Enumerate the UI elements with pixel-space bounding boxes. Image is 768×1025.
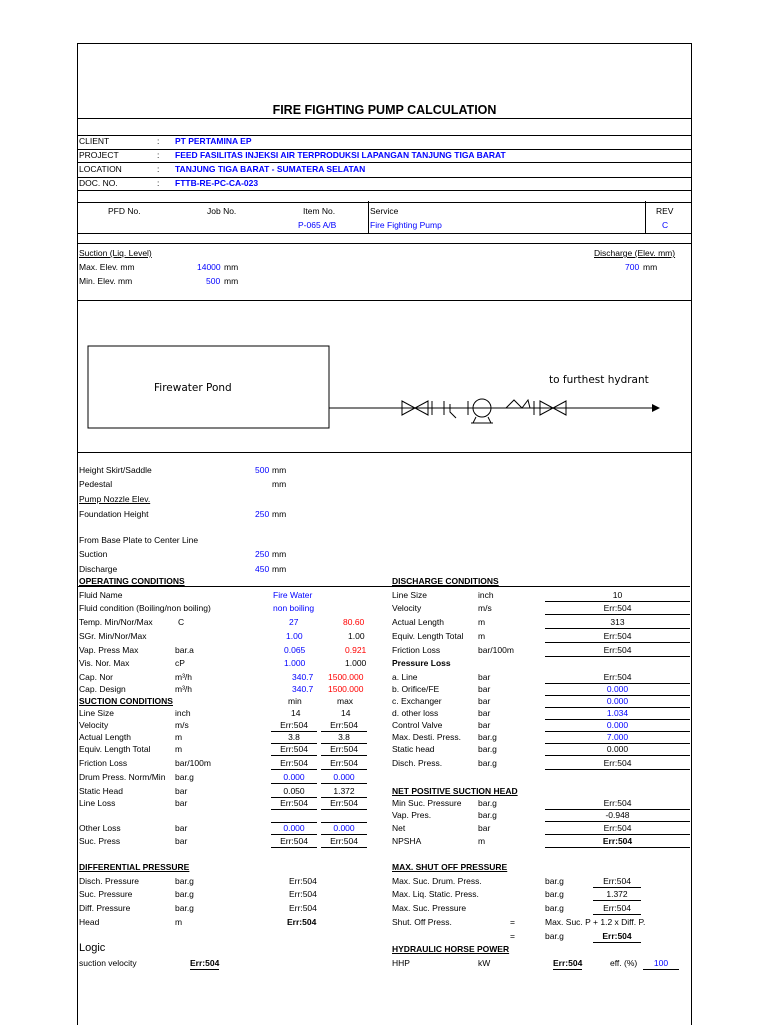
disch-press-value: Err:504 bbox=[545, 758, 690, 770]
min-elev-value: 500 bbox=[206, 276, 221, 286]
lineloss-label: Line Loss bbox=[79, 798, 116, 808]
suc-press-min: Err:504 bbox=[271, 836, 317, 848]
cap-unit: m³/h bbox=[175, 672, 192, 682]
static-label: Static Head bbox=[79, 786, 123, 796]
drum-max: 0.000 bbox=[321, 772, 367, 784]
exchanger-value: 0.000 bbox=[545, 696, 690, 708]
max-header: max bbox=[337, 696, 354, 706]
cap-design-max: 1500.000 bbox=[328, 684, 364, 694]
project-label: PROJECT bbox=[79, 150, 119, 160]
statichead-label: Static head bbox=[392, 744, 435, 754]
shutoff-formula: Max. Suc. P + 1.2 x Diff. P. bbox=[545, 917, 646, 927]
diff-suc-value: Err:504 bbox=[289, 889, 317, 899]
disch-press-label: Disch. Press. bbox=[392, 758, 443, 768]
mm-unit: mm bbox=[272, 549, 287, 559]
otherloss-label: Other Loss bbox=[79, 823, 121, 833]
pedestal-label: Pedestal bbox=[79, 479, 113, 489]
otherloss-min: 0.000 bbox=[271, 823, 317, 835]
rev-header: REV bbox=[656, 206, 674, 216]
cap-design-min: 340.7 bbox=[292, 684, 314, 694]
pfd-no-header: PFD No. bbox=[108, 206, 141, 216]
control-valve-unit: bar bbox=[478, 720, 491, 730]
client-label: CLIENT bbox=[79, 136, 110, 146]
suc-friction-min: Err:504 bbox=[271, 758, 317, 770]
colon: : bbox=[157, 178, 160, 188]
suction-velocity-value: Err:504 bbox=[190, 958, 220, 968]
dis-velocity-unit: m/s bbox=[478, 603, 492, 613]
net-unit: bar bbox=[478, 823, 491, 833]
fluid-cond-label: Fluid condition (Boiling/non boiling) bbox=[79, 603, 211, 613]
suc-press-max: Err:504 bbox=[321, 836, 367, 848]
aline-unit: bar bbox=[478, 672, 491, 682]
cap-unit: m³/h bbox=[175, 684, 192, 694]
drum-min: 0.000 bbox=[271, 772, 317, 784]
foundation-label: Foundation Height bbox=[79, 509, 149, 519]
suc-press-label: Suc. Press bbox=[79, 836, 121, 846]
project-value: FEED FASILITAS INJEKSI AIR TERPRODUKSI LAPANGAN TANJUNG TIGA BARAT bbox=[175, 150, 506, 160]
eff-label: eff. (%) bbox=[610, 958, 638, 968]
fluid-name-value: Fire Water bbox=[273, 590, 313, 600]
dis-equiv-value: Err:504 bbox=[545, 631, 690, 643]
doc-label: DOC. NO. bbox=[79, 178, 118, 188]
suc-velocity-label: Velocity bbox=[79, 720, 109, 730]
mm-unit: mm bbox=[272, 479, 287, 489]
shutoff-liq-value: 1.372 bbox=[593, 889, 641, 901]
max-elev-unit: mm bbox=[224, 262, 239, 272]
dis-line-size-unit: inch bbox=[478, 590, 494, 600]
vis-max: 1.000 bbox=[345, 658, 367, 668]
equals-sign: = bbox=[510, 931, 515, 941]
location-label: LOCATION bbox=[79, 164, 122, 174]
suc-equiv-min: Err:504 bbox=[271, 744, 317, 756]
suc-velocity-min: Err:504 bbox=[271, 720, 317, 732]
mm-unit: mm bbox=[272, 465, 287, 475]
operating-title: OPERATING CONDITIONS bbox=[79, 576, 185, 586]
otherloss-max: 0.000 bbox=[321, 823, 367, 835]
suc-actual-unit: m bbox=[175, 732, 183, 742]
suc-line-size-min: 14 bbox=[291, 708, 301, 718]
dis-equiv-unit: m bbox=[478, 631, 486, 641]
foundation-value: 250 bbox=[255, 509, 270, 519]
dis-actual-value: 313 bbox=[545, 617, 690, 629]
dis-velocity-value: Err:504 bbox=[545, 603, 690, 615]
drum-unit: bar.g bbox=[175, 772, 194, 782]
discharge-height-label: Discharge bbox=[79, 564, 118, 574]
dis-friction-value: Err:504 bbox=[545, 645, 690, 657]
hhp-label: HHP bbox=[392, 958, 410, 968]
suction-cond-title: SUCTION CONDITIONS bbox=[79, 696, 173, 706]
minsuc-label: Min Suc. Pressure bbox=[392, 798, 462, 808]
suc-equiv-label: Equiv. Length Total bbox=[79, 744, 151, 754]
orifice-unit: bar bbox=[478, 684, 491, 694]
suc-line-size-unit: inch bbox=[175, 708, 191, 718]
mm-unit: mm bbox=[272, 564, 287, 574]
lineloss-min: Err:504 bbox=[271, 798, 317, 810]
disch-press-unit: bar.g bbox=[478, 758, 497, 768]
cap-design-label: Cap. Design bbox=[79, 684, 126, 694]
temp-max: 80.60 bbox=[343, 617, 365, 627]
static-max: 1.372 bbox=[321, 786, 367, 798]
suc-equiv-unit: m bbox=[175, 744, 183, 754]
vis-unit: cP bbox=[175, 658, 185, 668]
piping-diagram bbox=[78, 300, 689, 450]
mm-unit: mm bbox=[272, 509, 287, 519]
shutoff-drum-value: Err:504 bbox=[593, 876, 641, 888]
static-unit: bar bbox=[175, 786, 188, 796]
cap-nor-max: 1500.000 bbox=[328, 672, 364, 682]
npsh-vap-unit: bar.g bbox=[478, 810, 497, 820]
exchanger-unit: bar bbox=[478, 696, 491, 706]
pressure-loss-label: Pressure Loss bbox=[392, 658, 451, 668]
control-valve-label: Control Valve bbox=[392, 720, 443, 730]
net-value: Err:504 bbox=[545, 823, 690, 835]
shutoff-sucp-value: Err:504 bbox=[593, 903, 641, 915]
sgr-max: 1.00 bbox=[348, 631, 365, 641]
diff-disch-unit: bar.g bbox=[175, 876, 194, 886]
item-no-value: P-065 A/B bbox=[298, 220, 337, 230]
diff-title: DIFFERENTIAL PRESSURE bbox=[79, 862, 190, 872]
doc-value: FTTB-RE-PC-CA-023 bbox=[175, 178, 259, 188]
vap-unit: bar.a bbox=[175, 645, 194, 655]
colon: : bbox=[157, 164, 160, 174]
minsuc-unit: bar.g bbox=[478, 798, 497, 808]
colon: : bbox=[157, 136, 160, 146]
location-value: TANJUNG TIGA BARAT - SUMATERA SELATAN bbox=[175, 164, 366, 174]
hhp-title: HYDRAULIC HORSE POWER bbox=[392, 944, 510, 954]
diff-p-value: Err:504 bbox=[289, 903, 317, 913]
eff-value: 100 bbox=[643, 958, 679, 970]
client-value: PT PERTAMINA EP bbox=[175, 136, 252, 146]
discharge-elev-unit: mm bbox=[643, 262, 658, 272]
orifice-value: 0.000 bbox=[545, 684, 690, 696]
otherloss-unit: bar bbox=[175, 823, 188, 833]
otherloss-value: 1.034 bbox=[545, 708, 690, 720]
cap-nor-label: Cap. Nor bbox=[79, 672, 114, 682]
suction-velocity-label: suction velocity bbox=[79, 958, 137, 968]
lineloss-unit: bar bbox=[175, 798, 188, 808]
hhp-unit: kW bbox=[478, 958, 491, 968]
dis-line-size-value: 10 bbox=[545, 590, 690, 602]
sgr-label: SGr. Min/Nor/Max bbox=[79, 631, 147, 641]
shutoff-sucp-label: Max. Suc. Pressure bbox=[392, 903, 467, 913]
nozzle-label: Pump Nozzle Elev. bbox=[79, 494, 151, 504]
service-header: Service bbox=[370, 206, 399, 216]
static-min: 0.050 bbox=[271, 786, 317, 798]
min-elev-unit: mm bbox=[224, 276, 239, 286]
suc-press-unit: bar bbox=[175, 836, 188, 846]
dis-line-size-label: Line Size bbox=[392, 590, 427, 600]
aline-label: a. Line bbox=[392, 672, 418, 682]
head-unit: m bbox=[175, 917, 183, 927]
dis-actual-unit: m bbox=[478, 617, 486, 627]
colon: : bbox=[157, 150, 160, 160]
min-header: min bbox=[288, 696, 302, 706]
strainer-icon bbox=[450, 404, 456, 418]
npsha-unit: m bbox=[478, 836, 486, 846]
shutoff-drum-label: Max. Suc. Drum. Press. bbox=[392, 876, 482, 886]
logic-title: Logic bbox=[79, 942, 106, 954]
check-valve-icon bbox=[506, 400, 530, 408]
item-no-header: Item No. bbox=[303, 206, 336, 216]
shutoff-liq-label: Max. Liq. Static. Press. bbox=[392, 889, 479, 899]
discharge-height-value: 450 bbox=[255, 564, 270, 574]
suction-height-label: Suction bbox=[79, 549, 108, 559]
dis-equiv-label: Equiv. Length Total bbox=[392, 631, 464, 641]
page-title: FIRE FIGHTING PUMP CALCULATION bbox=[272, 103, 497, 117]
vap-min: 0.065 bbox=[284, 645, 306, 655]
hydrant-label: to furthest hydrant bbox=[549, 374, 649, 386]
suc-friction-max: Err:504 bbox=[321, 758, 367, 770]
service-value: Fire Fighting Pump bbox=[370, 220, 442, 230]
suction-level-title: Suction (Liq. Level) bbox=[79, 248, 152, 258]
dis-friction-unit: bar/100m bbox=[478, 645, 514, 655]
suc-line-size-max: 14 bbox=[341, 708, 351, 718]
dis-actual-label: Actual Length bbox=[392, 617, 444, 627]
suc-actual-label: Actual Length bbox=[79, 732, 131, 742]
suc-line-size-label: Line Size bbox=[79, 708, 114, 718]
max-elev-label: Max. Elev. mm bbox=[79, 262, 135, 272]
diff-disch-label: Disch. Pressure bbox=[79, 876, 139, 886]
statichead-unit: bar.g bbox=[478, 744, 497, 754]
fluid-name-label: Fluid Name bbox=[79, 590, 123, 600]
shutoff-press-value: Err:504 bbox=[593, 931, 641, 943]
suc-friction-unit: bar/100m bbox=[175, 758, 211, 768]
minsuc-value: Err:504 bbox=[545, 798, 690, 810]
vis-min: 1.000 bbox=[284, 658, 306, 668]
net-label: Net bbox=[392, 823, 406, 833]
diff-p-unit: bar.g bbox=[175, 903, 194, 913]
max-elev-value: 14000 bbox=[197, 262, 221, 272]
temp-label: Temp. Min/Nor/Max bbox=[79, 617, 153, 627]
vis-label: Vis. Nor. Max bbox=[79, 658, 130, 668]
head-value: Err:504 bbox=[287, 917, 317, 927]
npsha-value: Err:504 bbox=[545, 836, 690, 848]
suc-actual-min: 3.8 bbox=[271, 732, 317, 744]
drum-label: Drum Press. Norm/Min bbox=[79, 772, 166, 782]
vap-label: Vap. Press Max bbox=[79, 645, 139, 655]
min-elev-label: Min. Elev. mm bbox=[79, 276, 133, 286]
npsh-vap-value: -0.948 bbox=[545, 810, 690, 822]
exchanger-label: c. Exchanger bbox=[392, 696, 442, 706]
fluid-cond-value: non boiling bbox=[273, 603, 315, 613]
diff-suc-label: Suc. Pressure bbox=[79, 889, 133, 899]
suc-equiv-max: Err:504 bbox=[321, 744, 367, 756]
npsha-label: NPSHA bbox=[392, 836, 422, 846]
otherloss-unit: bar bbox=[478, 708, 491, 718]
shutoff-press-unit: bar.g bbox=[545, 931, 564, 941]
skirt-value: 500 bbox=[255, 465, 270, 475]
suc-actual-max: 3.8 bbox=[321, 732, 367, 744]
head-label: Head bbox=[79, 917, 100, 927]
discharge-elev-title: Discharge (Elev. mm) bbox=[594, 248, 676, 258]
diff-disch-value: Err:504 bbox=[289, 876, 317, 886]
discharge-cond-title: DISCHARGE CONDITIONS bbox=[392, 576, 499, 586]
shutoff-press-label: Shut. Off Press. bbox=[392, 917, 452, 927]
sgr-min: 1.00 bbox=[286, 631, 303, 641]
npsh-title: NET POSITIVE SUCTION HEAD bbox=[392, 786, 518, 796]
vap-max: 0.921 bbox=[345, 645, 367, 655]
shutoff-drum-unit: bar.g bbox=[545, 876, 564, 886]
shutoff-liq-unit: bar.g bbox=[545, 889, 564, 899]
shutoff-sucp-unit: bar.g bbox=[545, 903, 564, 913]
baseplate-label: From Base Plate to Center Line bbox=[79, 535, 199, 545]
rev-value: C bbox=[662, 220, 669, 230]
pump-icon bbox=[471, 399, 493, 423]
skirt-label: Height Skirt/Saddle bbox=[79, 465, 152, 475]
hhp-value: Err:504 bbox=[553, 958, 583, 968]
statichead-value: 0.000 bbox=[545, 744, 690, 756]
pond-label: Firewater Pond bbox=[154, 382, 232, 394]
dis-velocity-label: Velocity bbox=[392, 603, 422, 613]
aline-value: Err:504 bbox=[545, 672, 690, 684]
maxdesti-unit: bar.g bbox=[478, 732, 497, 742]
maxdesti-label: Max. Desti. Press. bbox=[392, 732, 461, 742]
discharge-elev-value: 700 bbox=[625, 262, 640, 272]
lineloss-max: Err:504 bbox=[321, 798, 367, 810]
suction-height-value: 250 bbox=[255, 549, 270, 559]
temp-unit: C bbox=[178, 617, 185, 627]
diff-p-label: Diff. Pressure bbox=[79, 903, 131, 913]
suc-friction-label: Friction Loss bbox=[79, 758, 128, 768]
job-no-header: Job No. bbox=[207, 206, 237, 216]
diff-suc-unit: bar.g bbox=[175, 889, 194, 899]
orifice-label: b. Orifice/FE bbox=[392, 684, 440, 694]
suc-velocity-unit: m/s bbox=[175, 720, 189, 730]
temp-min: 27 bbox=[289, 617, 299, 627]
dis-friction-label: Friction Loss bbox=[392, 645, 441, 655]
equals-sign: = bbox=[510, 917, 515, 927]
suc-velocity-max: Err:504 bbox=[321, 720, 367, 732]
maxdesti-value: 7.000 bbox=[545, 732, 690, 744]
control-valve-value: 0.000 bbox=[545, 720, 690, 732]
shutoff-title: MAX. SHUT OFF PRESSURE bbox=[392, 862, 508, 872]
cap-nor-min: 340.7 bbox=[292, 672, 314, 682]
npsh-vap-label: Vap. Pres. bbox=[392, 810, 432, 820]
otherloss-label: d. other loss bbox=[392, 708, 439, 718]
